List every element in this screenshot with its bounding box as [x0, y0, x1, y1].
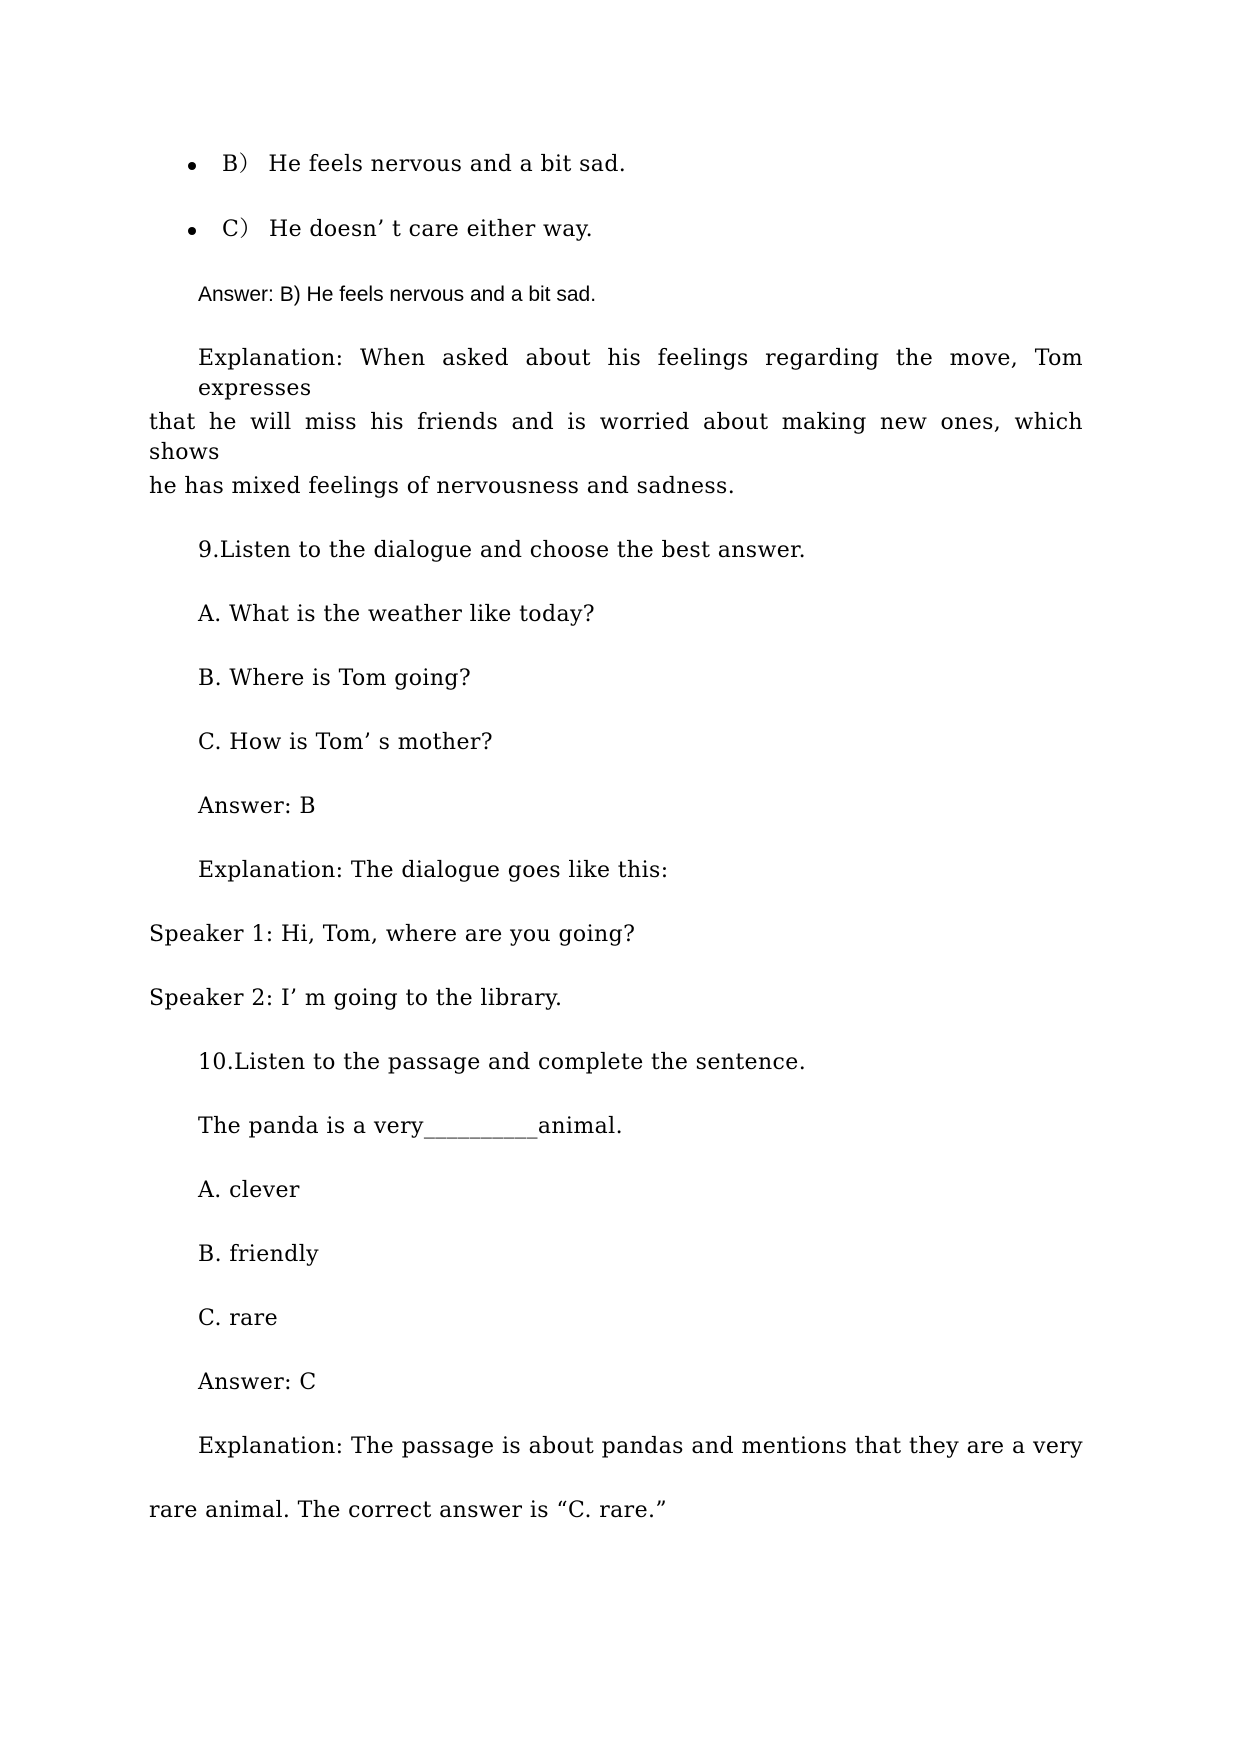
q10-option-a: A. clever [198, 1178, 300, 1203]
q10-question: 10.Listen to the passage and complete the sentence. [198, 1050, 807, 1075]
q10-option-b: B. friendly [198, 1242, 319, 1267]
q10-explanation-line-2: rare animal. The correct answer is “C. rare.” [149, 1498, 668, 1523]
q9-explanation: Explanation: The dialogue goes like this: [198, 858, 669, 883]
q10-answer: Answer: C [198, 1370, 317, 1395]
bullet-option-b: B） He feels nervous and a bit sad. [222, 152, 627, 177]
q8-explanation-line-2: that he will miss his friends and is worried about making new ones, which shows [149, 410, 1083, 465]
q10-option-c: C. rare [198, 1306, 279, 1331]
q8-explanation-line-3: he has mixed feelings of nervousness and sadness. [149, 474, 736, 499]
q10-explanation-line-1: Explanation: The passage is about pandas and mentions that they are a very [198, 1434, 1083, 1459]
q9-dialogue-line-1: Speaker 1: Hi, Tom, where are you going? [149, 922, 636, 947]
q10-sentence: The panda is a very__________animal. [198, 1114, 623, 1139]
q9-question: 9.Listen to the dialogue and choose the best answer. [198, 538, 807, 563]
q9-option-c: C. How is Tom’ s mother? [198, 730, 493, 755]
bullet-icon [188, 227, 196, 235]
q8-explanation-line-1: Explanation: When asked about his feelings regarding the move, Tom expresses [198, 346, 1083, 401]
q8-answer: Answer: B) He feels nervous and a bit sad. [198, 283, 597, 306]
bullet-option-c: C） He doesn’ t care either way. [222, 217, 594, 242]
bullet-icon [188, 162, 196, 170]
q9-answer: Answer: B [198, 794, 316, 819]
q9-option-a: A. What is the weather like today? [198, 602, 595, 627]
q9-dialogue-line-2: Speaker 2: I’ m going to the library. [149, 986, 563, 1011]
q9-option-b: B. Where is Tom going? [198, 666, 472, 691]
